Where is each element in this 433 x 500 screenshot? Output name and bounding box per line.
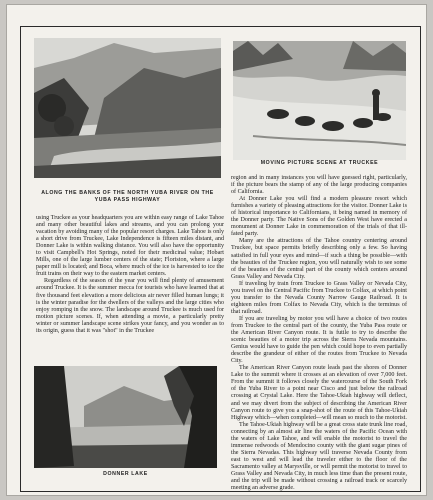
paragraph: The American River Canyon route leads past the shores of Donner Lake to the summit where it crosses at an elevation of over 7,000 feet. From the summit it follows closely the watercourse of the South Fork of the Yuba River to a point near Cisco and just below the railroad crossing at Crystal Lake. Here the Tahoe-Ukiah highway will deflect, and we may divert from the subject of describing the American River Canyon route to give you a snap-shot of the route of this Tahoe-Ukiah Highway which—when completed—will mean so much to the motorist. (231, 365, 407, 421)
brochure-page (6, 4, 427, 496)
paragraph: Many are the attractions of the Tahoe country centering around Truckee, but space permits briefly describing only a few. So having satisfied in full your eyes and mind—if such a thing be possible—with the beauties of the Truckee region, you will naturally wish to see some of the beauties of the central part of the county which centers around Grass Valley and Nevada City. (231, 238, 407, 280)
donner-lake-image (34, 366, 217, 468)
donner-lake-caption: DONNER LAKE (103, 471, 148, 477)
yuba-river-photo (34, 38, 221, 178)
donner-lake-photo (34, 366, 217, 468)
yuba-river-image (34, 38, 221, 178)
left-text-column (36, 215, 224, 335)
paragraph: region and in many instances you will have guessed right, particularly, if the picture bears the stamp of any of the large producing companies of California. (231, 175, 407, 196)
truckee-caption: MOVING PICTURE SCENE AT TRUCKEE (260, 160, 379, 166)
yuba-river-caption: ALONG THE BANKS OF THE NORTH YUBA RIVER ON THE YUBA PASS HIGHWAY (41, 190, 214, 203)
right-text-column (231, 175, 407, 492)
paragraph: If you are traveling by motor you will have a choice of two routes from Truckee to the central part of the county, the Yuba Pass route or the American River Canyon route. It is futile to try to describe the scenic beauties of a motor trip across the Sierra Nevada mountains. Genius would have to guide the pen which could hope to even partially describe the grandeur of either of the routes from Truckee to Nevada City. (231, 315, 407, 365)
truckee-photo (233, 41, 406, 160)
paragraph: Regardless of the season of the year you will find plenty of amusement around Truckee. It is the summer mecca for tourists who have learned that at five thousand feet elevation a more delicious air never filled human lungs; it is the winter paradise for the dwellers of the valleys and the large cities who enjoy romping in the snow. The landscape around Truckee is much used for motion picture scenes. If, when attending a movie, a particularly pretty winter or summer landscape scene strikes your fancy, and you wonder as to its origin, guess that it was "shot" in the Truckee (36, 278, 224, 334)
truckee-image (233, 41, 406, 160)
paragraph: If traveling by train from Truckee to Grass Valley or Nevada City, you travel on the Central Pacific from Truckee to Colfax, at which point you transfer to the Nevada County Narrow Gauge Railroad. It is eighteen miles from Colfax to Nevada City, which is the terminus of that railroad. (231, 280, 407, 315)
paragraph: The Tahoe-Ukiah highway will be a great cross state trunk line road, connecting by an almost air line the waters of the Pacific Ocean with the waters of Lake Tahoe, and will enable the motorist to travel the immense redwoods of Mendocino county with the giant sugar pines of the Sierra Nevadas. This highway will traverse Nevada County from east to west and will lead the traveler either to the floor of the Sacramento valley at Marysville, or will permit the motorist to travel to Grass Valley and Nevada City, in much less time than the present route, and the trip will be made without crossing a railroad track or scarcely meeting an adverse grade. (231, 421, 407, 492)
paragraph: using Truckee as your headquarters you are within easy range of Lake Tahoe and many other beautiful lakes and streams, and you can prolong your vacation by avoiding many of the popular resort charges. Lake Tahoe is only a short drive from Truckee, Lake Independence is fifteen miles distant, and Donner Lake is within walking distance. You will also have the opportunity to visit Campbell's Hot Springs, noted for their medicinal value; Hobart Mills, one of the large lumber centers of the state; Floriston, where a large paper mill is located; and Boca, where much of the ice is harvested to ice the fruit trains on their way to the eastern market centers. (36, 215, 224, 278)
paragraph: At Donner Lake you will find a modern pleasure resort which furnishes a variety of pleasing attractions for the visitor. Donner Lake is of historical importance to Californians, it being named in memory of the Donner party. The Native Sons of the Golden West have erected a monument at Donner Lake in commemoration of the trials of that ill-fated party. (231, 196, 407, 238)
